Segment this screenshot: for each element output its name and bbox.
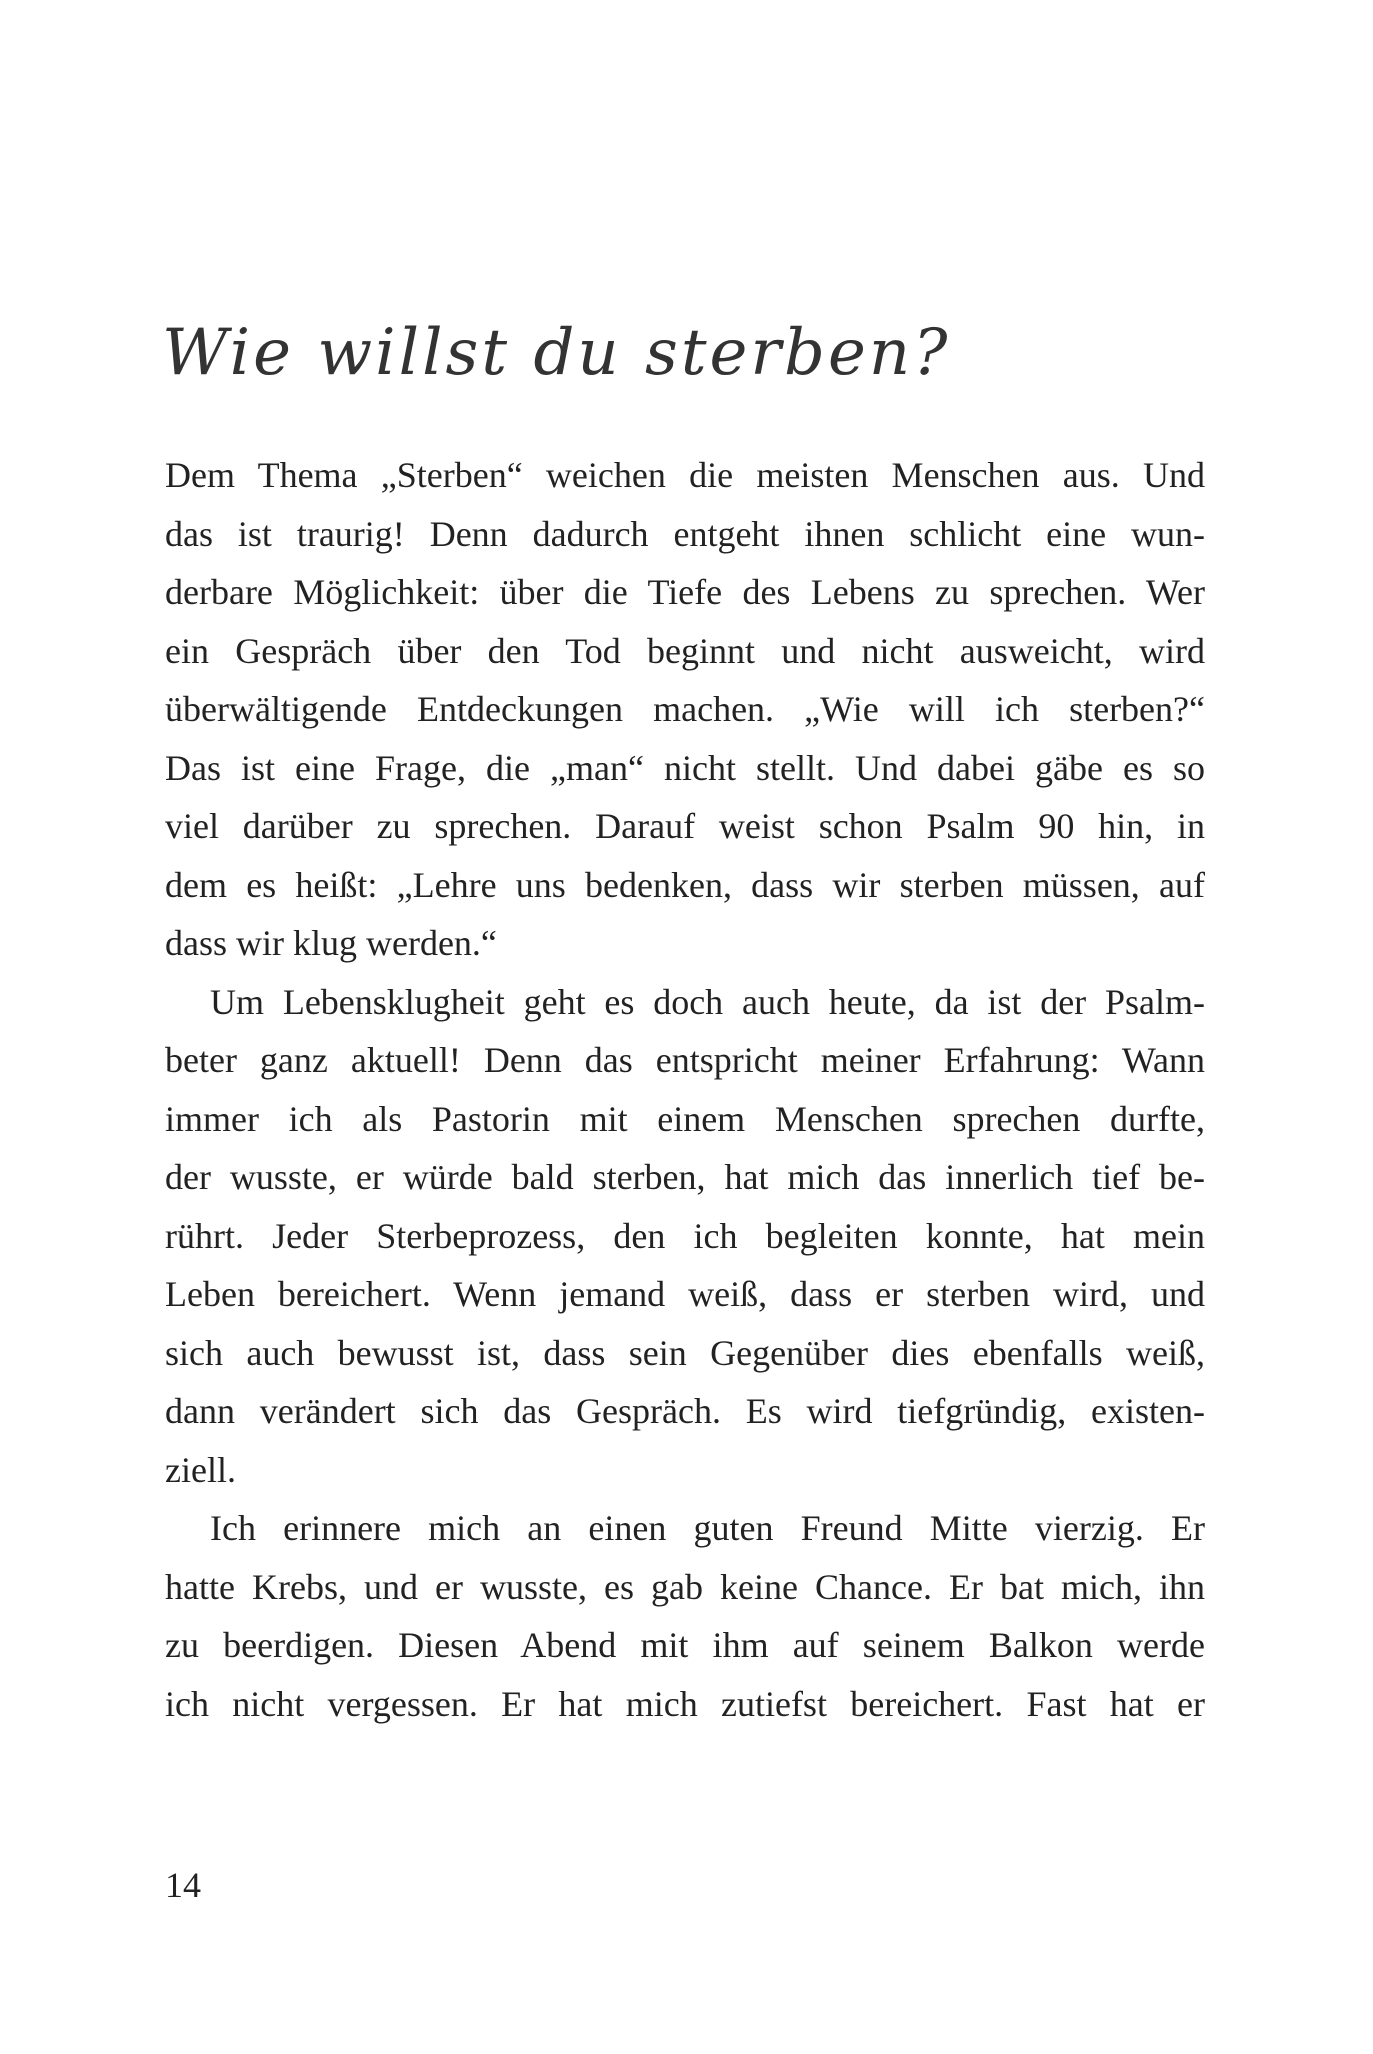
body-line: dem es heißt: „Lehre uns bedenken, dass wir sterben müssen, auf [165, 864, 1205, 905]
body-line: beter ganz aktuell! Denn das entspricht meiner Erfahrung: Wann [165, 1040, 1205, 1080]
body-line: Ich erinnere mich an einen guten Freund Mitte vierzig. Er [210, 1508, 1205, 1548]
body-line: Das ist eine Frage, die „man“ nicht stellt. Und dabei gäbe es so [165, 747, 1205, 788]
body-line: hatte Krebs, und er wusste, es gab keine Chance. Er bat mich, ihn [165, 1566, 1205, 1607]
body-line: überwältigende Entdeckungen machen. „Wie will ich sterben?“ [165, 689, 1205, 729]
chapter-title: Wie willst du sterben? [162, 316, 951, 390]
body-line: ich nicht vergessen. Er hat mich zutiefst bereichert. Fast hat er [165, 1683, 1205, 1724]
body-line: immer ich als Pastorin mit einem Menschen sprechen durfte, [165, 1098, 1205, 1139]
body-text [165, 446, 1205, 1733]
body-line: zu beerdigen. Diesen Abend mit ihm auf seinem Balkon werde [165, 1625, 1205, 1665]
body-line: dann verändert sich das Gespräch. Es wird tiefgründig, existen- [165, 1391, 1205, 1431]
page-number: 14 [165, 1865, 201, 1905]
body-line: sich auch bewusst ist, dass sein Gegenüber dies ebenfalls weiß, [165, 1332, 1205, 1373]
body-line: Um Lebensklugheit geht es doch auch heute, da ist der Psalm- [210, 981, 1205, 1022]
body-line: Leben bereichert. Wenn jemand weiß, dass er sterben wird, und [165, 1274, 1205, 1314]
body-line: Dem Thema „Sterben“ weichen die meisten Menschen aus. Und [165, 455, 1205, 495]
body-line: ziell. [165, 1449, 236, 1490]
body-line: das ist traurig! Denn dadurch entgeht ihnen schlicht eine wun- [165, 513, 1205, 554]
body-line: der wusste, er würde bald sterben, hat mich das innerlich tief be- [165, 1157, 1205, 1197]
body-line: ein Gespräch über den Tod beginnt und nicht ausweicht, wird [165, 630, 1205, 671]
body-line: rührt. Jeder Sterbeprozess, den ich begleiten konnte, hat mein [165, 1215, 1205, 1256]
body-line: viel darüber zu sprechen. Darauf weist schon Psalm 90 hin, in [165, 806, 1205, 846]
body-line: derbare Möglichkeit: über die Tiefe des Lebens zu sprechen. Wer [165, 572, 1205, 612]
body-line: dass wir klug werden.“ [165, 923, 497, 963]
